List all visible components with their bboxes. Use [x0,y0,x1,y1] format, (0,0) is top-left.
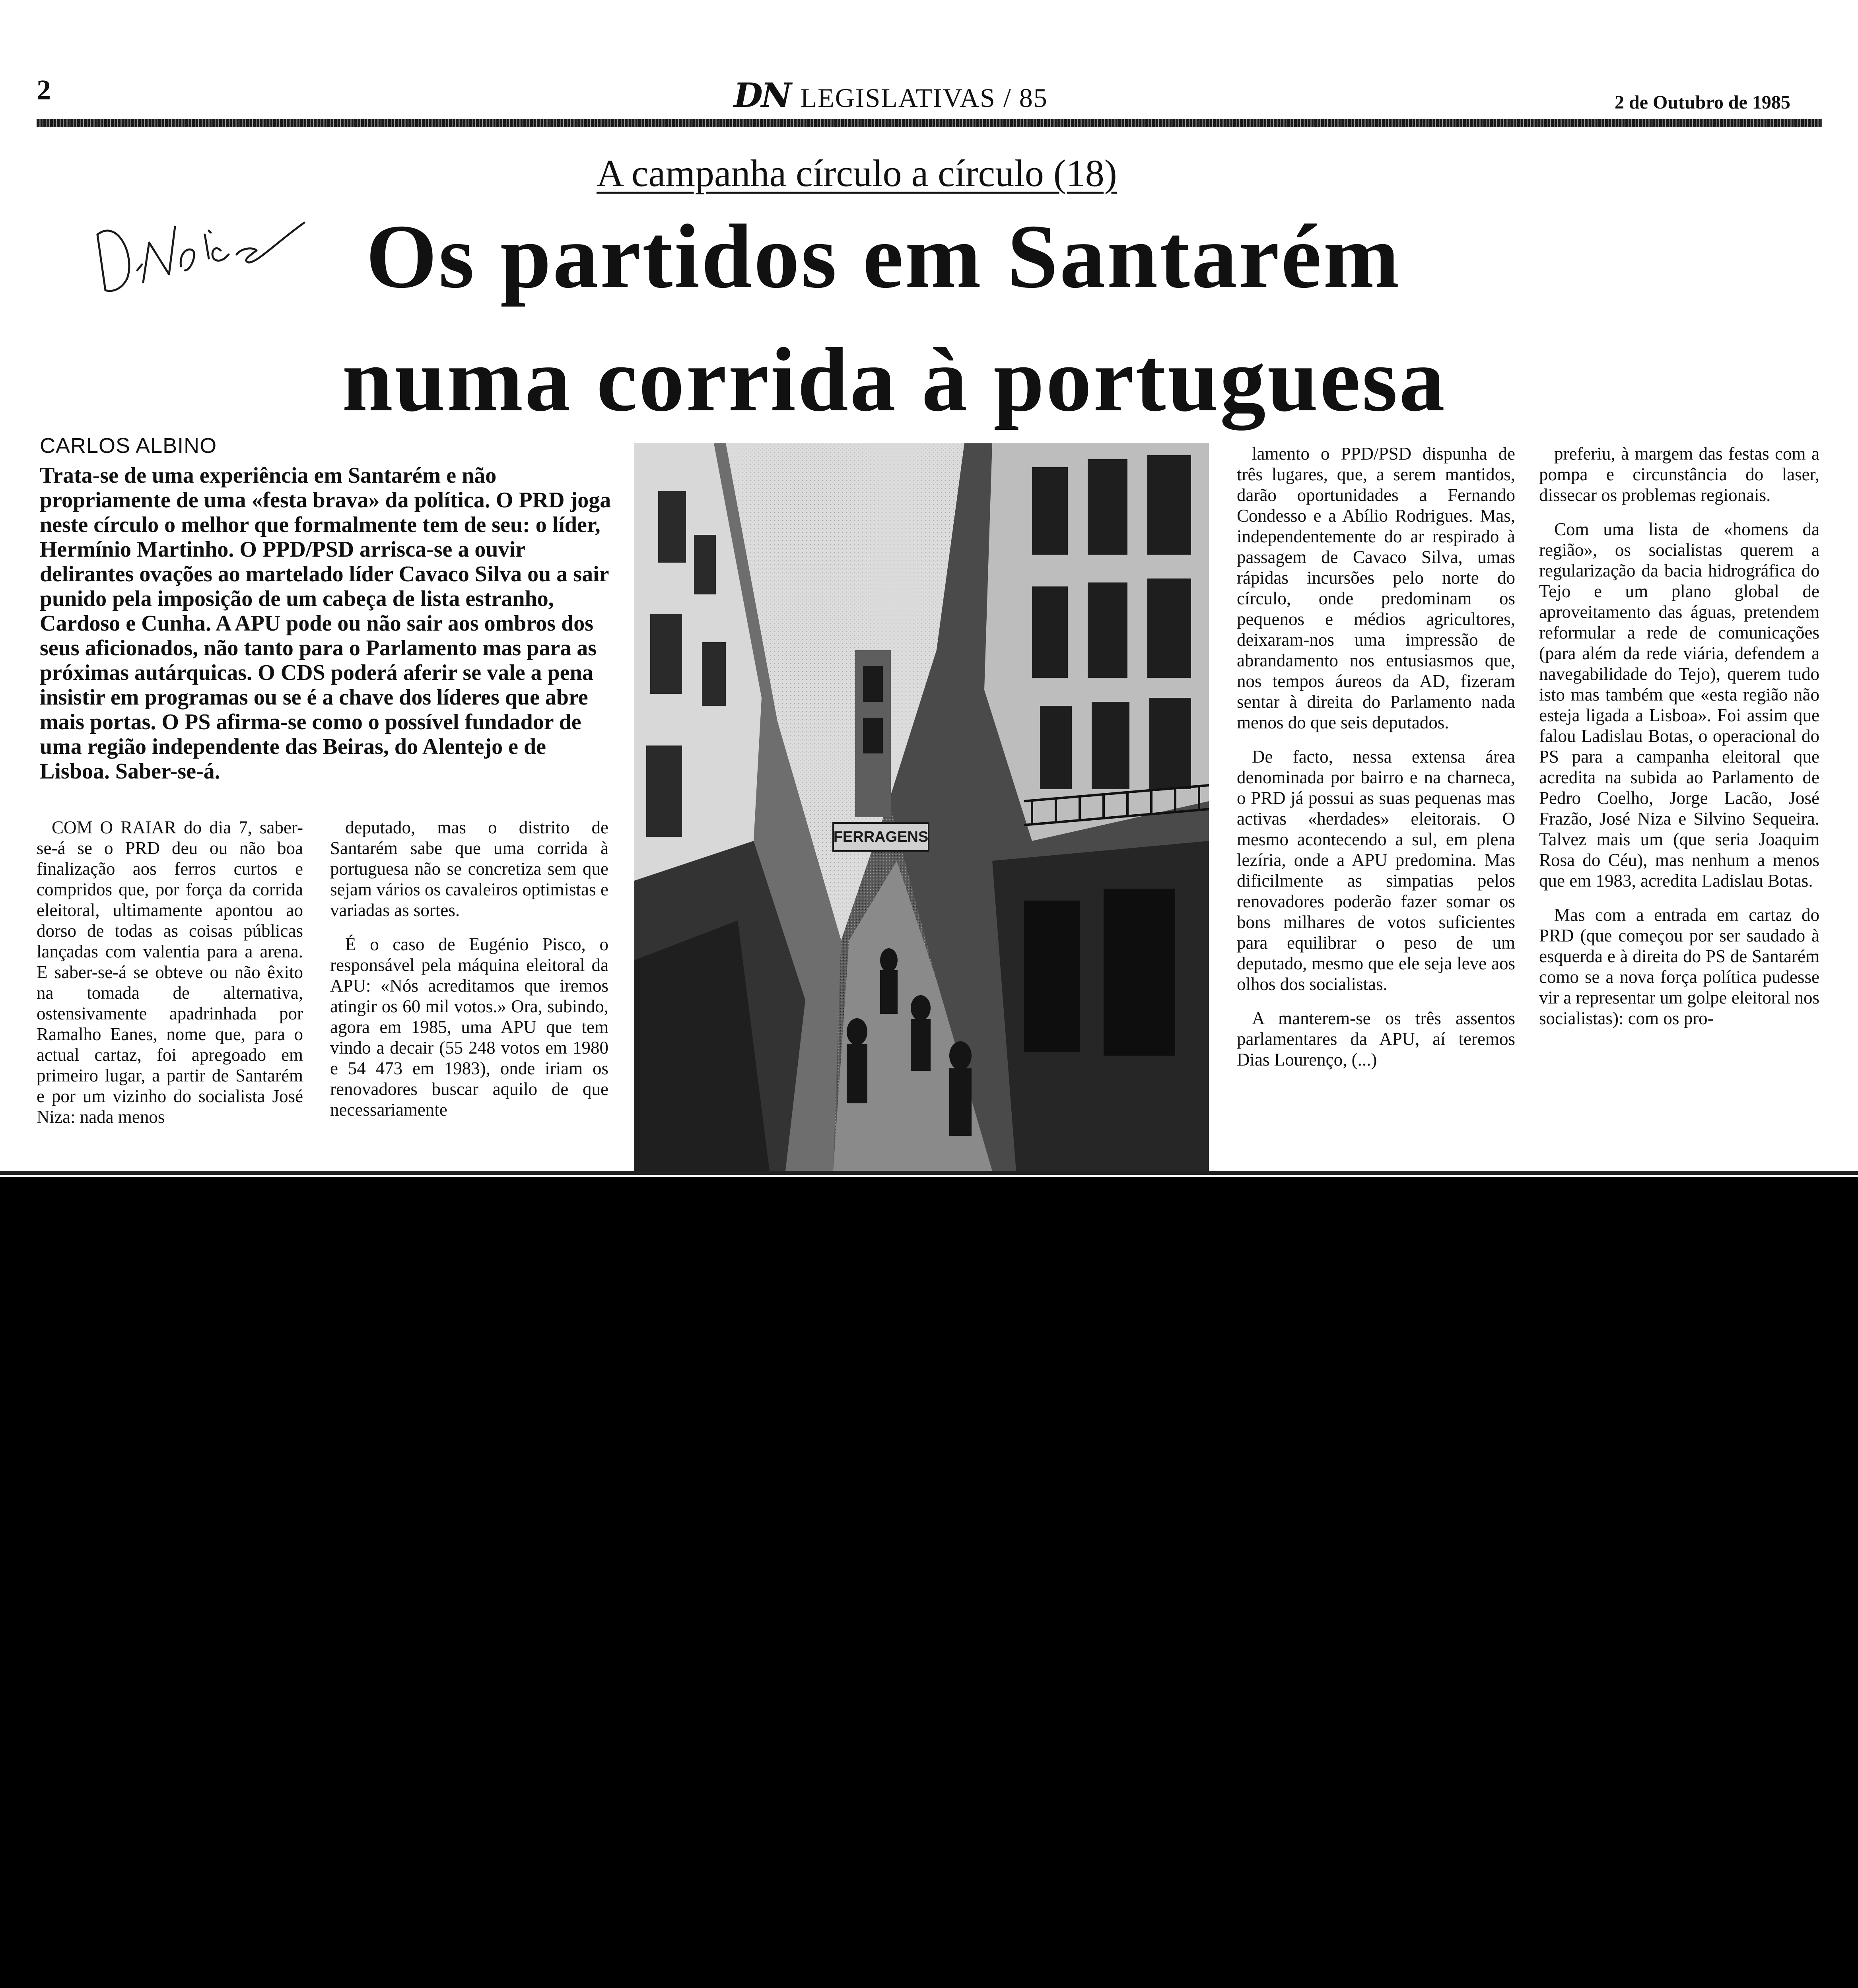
column-paragraph: preferiu, à margem das festas com a pompa e circunstância do laser, dissecar os problemas regionais. [1539,444,1819,505]
handwritten-annotation [89,175,328,302]
article-column-4 [1539,443,1819,1167]
column-paragraph: A manterem-se os três assentos parlamentares da APU, aí teremos Dias Lourenço, (...) [1237,1008,1515,1070]
article-column-1 [37,817,303,1167]
shop-sign-text: FERRAGENS [833,829,929,845]
article-column-2 [330,817,608,1167]
column-paragraph: deputado, mas o distrito de Santarém sabe que uma corrida à portuguesa não se concretiza sem que sejam vários os cavaleiros optimistas e variadas as sortes. [330,817,608,920]
page-number: 2 [37,74,51,106]
column-paragraph: De facto, nessa extensa área denominada por bairro e na charneca, o PRD já possui as suas pequenas mas activas «herdades» eleitorais. O mesmo acontecendo a sul, em plena lezíria, onde a APU predomina. Mas dificilmente as simpatias pelos renovadores poderão fazer somar os bons milhares de votos suficientes para equilibrar o peso de um deputado, mesmo que ele seja leve aos olhos dos socialistas. [1237,747,1515,994]
column-paragraph: Com uma lista de «homens da região», os socialistas querem a regularização da bacia hidrográfica do Tejo e um plano global de aproveitamento das águas, pretendem reformular a rede de comunicações (para além da rede viária, defendem a navegabilidade do Tejo), querem tudo isto mas também que «esta região não esteja ligada a Lisboa». Foi assim que falou Ladislau Botas, o operacional do PS para a campanha eleitoral que acredita na subida ao Parlamento de Pedro Coelho, Jorge Lacão, José Frazão, José Niza e Silvino Sequeira. Talvez mais um (que seria Joaquim Rosa do Céu), mas nenhum a menos que em 1983, acredita Ladislau Botas. [1539,519,1819,891]
street-photo-illustration [634,443,1209,1171]
column-paragraph: Mas com a entrada em cartaz do PRD (que começou por ser saudado à esquerda e à direita do PS de Santarém como se a nova força política pudesse vir a representar um golpe eleitoral nos socialistas): com os pro- [1539,905,1819,1028]
page-edge-shadow [0,1171,1858,1175]
headline-line-2: numa corrida à portuguesa [342,329,1447,430]
article-lead: Trata-se de uma experiência em Santarém e não propriamente de uma «festa brava» da política. O PRD joga neste círculo o melhor que formalmente tem de seu: o líder, Hermínio Martinho. O PPD/PSD arrisca-se a ouvir delirantes ovações ao martelado líder Cavaco Silva ou a sair punido pela imposição de um cabeça de lista estranho, Cardoso e Cunha. A APU pode ou não sair aos ombros dos seus aficionados, não tanto para o Parlamento mas para as próximas autárquicas. O CDS poderá aferir se vale a pena insistir em programas ou se é a chave dos líderes que abre mais portas. O PS afirma-se como o possível fundador de uma região independente das Beiras, do Alentejo e de Lisboa. Saber-se-á. [40,463,611,784]
section-label: LEGISLATIVAS / 85 [800,83,1048,113]
column-paragraph: É o caso de Eugénio Pisco, o responsável pela máquina eleitoral da APU: «Nós acreditamos que iremos atingir os 60 mil votos.» Ora, subindo, agora em 1985, uma APU que tem vindo a decair (55 248 votos em 1980 e 54 473 em 1983), onde iriam os renovadores buscar aquilo de que necessariamente [330,934,608,1120]
headline-line-1: Os partidos em Santarém [366,206,1401,307]
byline: CARLOS ALBINO [40,434,217,458]
article-column-3 [1237,443,1515,1167]
street-photo [634,443,1209,1171]
column-paragraph: lamento o PPD/PSD dispunha de três lugares, que, a serem mantidos, darão oportunidades a Fernando Condesso e a Abílio Rodrigues. Mas, independentemente do ar respirado à passagem de Cavaco Silva, umas rápidas incursões pelo norte do círculo, onde predominam os pequenos e médios agricultores, deixaram-nos uma impressão de abrandamento nos entusiasmos que, nos tempos áureos da AD, fizeram sentar à direita do Parlamento nada menos do que seis deputados. [1237,444,1515,732]
newspaper-logo: DN [734,76,790,115]
column-paragraph: COM O RAIAR do dia 7, saber-se-á se o PRD deu ou não boa finalização aos ferros curtos e compridos que, por força da corrida eleitoral, ultimamente apontou ao dorso de todas as coisas públicas lançadas com valentia para a arena. E saber-se-á se obteve ou não êxito na tomada de alternativa, ostensivamente apadrinhada por Ramalho Eanes, nome que, para o actual cartaz, foi apregoado em primeiro lugar, a partir de Santarém e por um vizinho do socialista José Niza: nada menos [37,817,303,1127]
article-kicker: A campanha círculo a círculo (18) [597,152,1117,194]
masthead [734,76,1048,115]
header-rule [37,119,1822,127]
issue-date: 2 de Outubro de 1985 [1615,92,1790,113]
